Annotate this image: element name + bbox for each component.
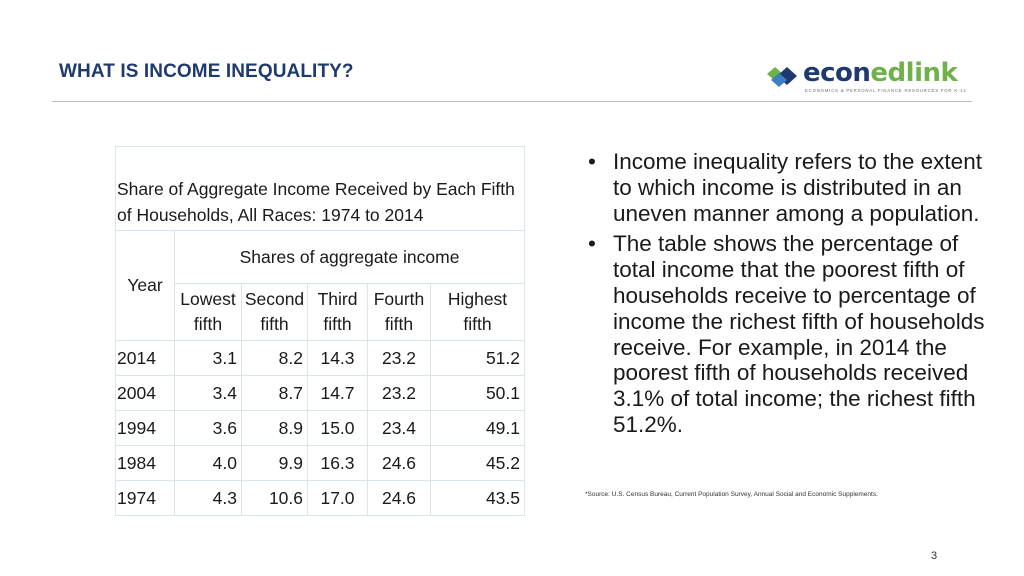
cell-fourth: 23.2 xyxy=(368,376,431,411)
cell-second: 8.2 xyxy=(242,341,308,376)
cell-third: 15.0 xyxy=(308,411,368,446)
table-row xyxy=(116,411,525,446)
cell-fourth: 23.4 xyxy=(368,411,431,446)
cell-highest: 50.1 xyxy=(431,376,525,411)
cell-second: 8.7 xyxy=(242,376,308,411)
table-row xyxy=(116,446,525,481)
row-year: 1974 xyxy=(116,481,175,516)
bullet-item-definition: • Income inequality refers to the extent to which income is distributed in an uneven manner among a population. xyxy=(588,149,988,226)
page-number: 3 xyxy=(931,550,938,562)
cell-lowest: 4.0 xyxy=(175,446,242,481)
cell-highest: 51.2 xyxy=(431,341,525,376)
row-year: 1984 xyxy=(116,446,175,481)
cell-third: 17.0 xyxy=(308,481,368,516)
cell-second: 10.6 xyxy=(242,481,308,516)
cell-highest: 49.1 xyxy=(431,411,525,446)
logo-tagline: ECONOMICS & PERSONAL FINANCE RESOURCES FOR K-12 xyxy=(805,88,967,93)
logo-wordmark: econedlink xyxy=(803,58,958,88)
table-row xyxy=(116,341,525,376)
group-header: Shares of aggregate income xyxy=(175,231,525,284)
year-header: Year xyxy=(116,231,175,341)
income-share-table xyxy=(115,146,525,516)
cell-fourth: 23.2 xyxy=(368,341,431,376)
table-row xyxy=(116,481,525,516)
column-header-highest: Highest fifth xyxy=(431,284,525,341)
source-note: *Source: U.S. Census Bureau, Current Population Survey, Annual Social and Economic Supplements. xyxy=(585,491,878,498)
cell-third: 14.7 xyxy=(308,376,368,411)
cell-second: 9.9 xyxy=(242,446,308,481)
cell-third: 16.3 xyxy=(308,446,368,481)
cell-lowest: 3.6 xyxy=(175,411,242,446)
cell-fourth: 24.6 xyxy=(368,481,431,516)
table-caption: Share of Aggregate Income Received by Each Fifth of Households, All Races: 1974 to 2014 xyxy=(116,147,525,231)
column-header-second: Second fifth xyxy=(242,284,308,341)
cell-third: 14.3 xyxy=(308,341,368,376)
row-year: 2004 xyxy=(116,376,175,411)
cell-lowest: 4.3 xyxy=(175,481,242,516)
title-divider xyxy=(52,101,972,102)
row-year: 2014 xyxy=(116,341,175,376)
cell-fourth: 24.6 xyxy=(368,446,431,481)
slide-title: WHAT IS INCOME INEQUALITY? xyxy=(59,61,354,82)
bullet-item-table-explanation: • The table shows the percentage of total income that the poorest fifth of households receive to percentage of income the richest fifth of households receive. For example, in 2014 the poorest fifth of households received 3.1% of total income; the richest fifth 51.2%. xyxy=(588,231,988,437)
cell-highest: 43.5 xyxy=(431,481,525,516)
row-year: 1994 xyxy=(116,411,175,446)
econedlink-logo-icon xyxy=(765,64,801,90)
column-header-lowest: Lowest fifth xyxy=(175,284,242,341)
bullet-list xyxy=(588,149,988,443)
table-row xyxy=(116,376,525,411)
econedlink-logo xyxy=(765,58,975,98)
column-header-fourth: Fourth fifth xyxy=(368,284,431,341)
cell-second: 8.9 xyxy=(242,411,308,446)
cell-highest: 45.2 xyxy=(431,446,525,481)
cell-lowest: 3.1 xyxy=(175,341,242,376)
cell-lowest: 3.4 xyxy=(175,376,242,411)
column-header-third: Third fifth xyxy=(308,284,368,341)
